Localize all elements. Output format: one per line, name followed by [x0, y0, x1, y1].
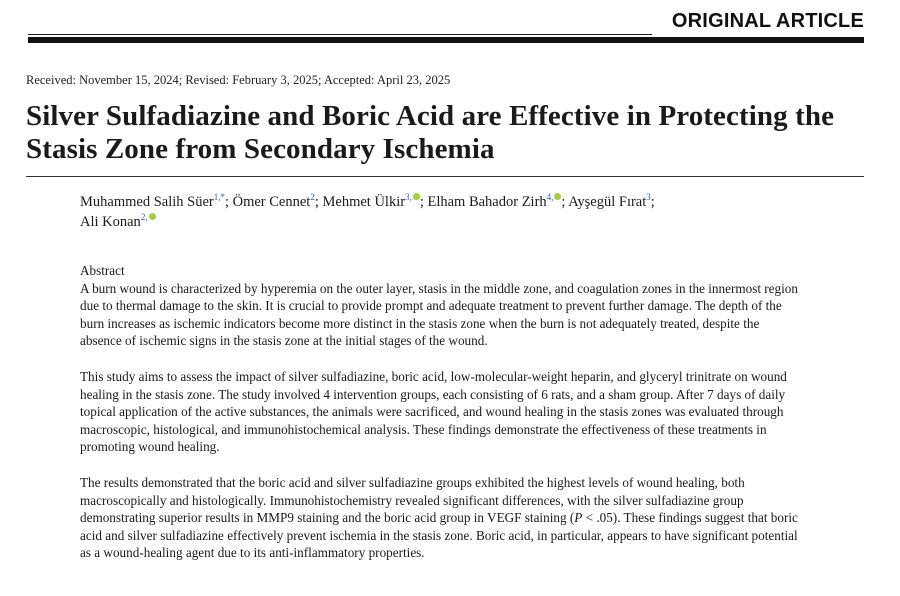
article-header	[28, 0, 864, 50]
author-name[interactable]: Ayşegül Fırat	[568, 194, 647, 210]
header-thick-rule	[28, 37, 864, 43]
header-thin-rule	[28, 34, 652, 35]
author-name[interactable]: Ömer Cennet	[232, 194, 311, 210]
affiliation-sup[interactable]: 2,	[140, 212, 148, 223]
author-6	[80, 214, 156, 230]
affiliation-sup[interactable]: 3	[646, 192, 651, 203]
author-name[interactable]: Ali Konan	[80, 214, 141, 230]
abstract-paragraph-results: The results demonstrated that the boric acid and silver sulfadiazine groups exhibited the highest levels of wound healing, both macroscopically and histologically. Immunohistochemistry revealed significant differences, with the silver sulfadiazine group demonstrating superior results in MMP9 staining and the boric acid group in VEGF staining (P < .05). These findings suggest that boric acid and silver sulfadiazine effectively prevent ischemia in the stasis zone. Boric acid, in particular, appears to have significant potential as a wound-healing agent due to its anti-inflammatory properties.	[80, 474, 798, 561]
affiliation-sup[interactable]: 2	[310, 192, 315, 203]
affiliation-sup[interactable]: 3,	[405, 192, 412, 203]
orcid-icon[interactable]	[149, 213, 156, 220]
article-title: Silver Sulfadiazine and Boric Acid are Effective in Protecting the Stasis Zone from Secondary Ischemia	[26, 100, 835, 165]
affiliation-sup[interactable]: 1,*	[213, 192, 225, 203]
author-4: Elham Bahador Zirh$^{4,}$ ;	[427, 192, 569, 210]
author-1: Muhammed Salih Süer$^{1,*}$;	[80, 192, 233, 210]
author-name[interactable]: Mehmet Ülkir	[322, 194, 406, 210]
abstract-paragraph-background: A burn wound is characterized by hyperemia on the outer layer, stasis in the middle zone, and coagulation zones in the innermost region due to thermal damage to the skin. It is crucial to provide prompt and adequate treatment to prevent further damage. The depth of the burn increases as ischemic indicators become more distinct in the stasis zone when the burn is not adequately treated, despite the absence of ischemic signs in the stasis zone at the initial stages of the wound.	[80, 280, 798, 349]
author-name[interactable]: Muhammed Salih Süer	[80, 194, 214, 210]
author-5: Ayşegül Fırat$^3$;	[568, 192, 655, 210]
abstract-paragraph-methods: This study aims to assess the impact of silver sulfadiazine, boric acid, low-molecular-weight heparin, and glyceryl trinitrate on wound healing in the stasis zone. The study involved 4 intervention groups, each consisting of 6 rats, and a sham group. After 7 days of daily topical application of the active substances, the animals were sacrificed, and wound healing in the stasis zones was evaluated through macroscopic, histological, and immunohistochemical analysis. These findings demonstrate the effectiveness of these treatments in promoting wound healing.	[80, 368, 787, 455]
abstract-heading: Abstract	[80, 263, 125, 278]
orcid-icon[interactable]	[413, 193, 420, 200]
affiliation-sup[interactable]: 4,	[546, 192, 554, 203]
author-name[interactable]: Elham Bahador Zirh	[427, 194, 547, 210]
title-divider	[26, 176, 864, 177]
author-3: Mehmet Ülkir$^{3,}$ ;	[322, 192, 428, 210]
submission-dates: Received: November 15, 2024; Revised: February 3, 2025; Accepted: April 23, 2025	[26, 73, 451, 87]
author-2: Ömer Cennet$^2$;	[232, 192, 323, 210]
author-list	[80, 192, 840, 232]
article-type-label: ORIGINAL ARTICLE	[671, 10, 864, 32]
abstract-section	[80, 262, 800, 562]
